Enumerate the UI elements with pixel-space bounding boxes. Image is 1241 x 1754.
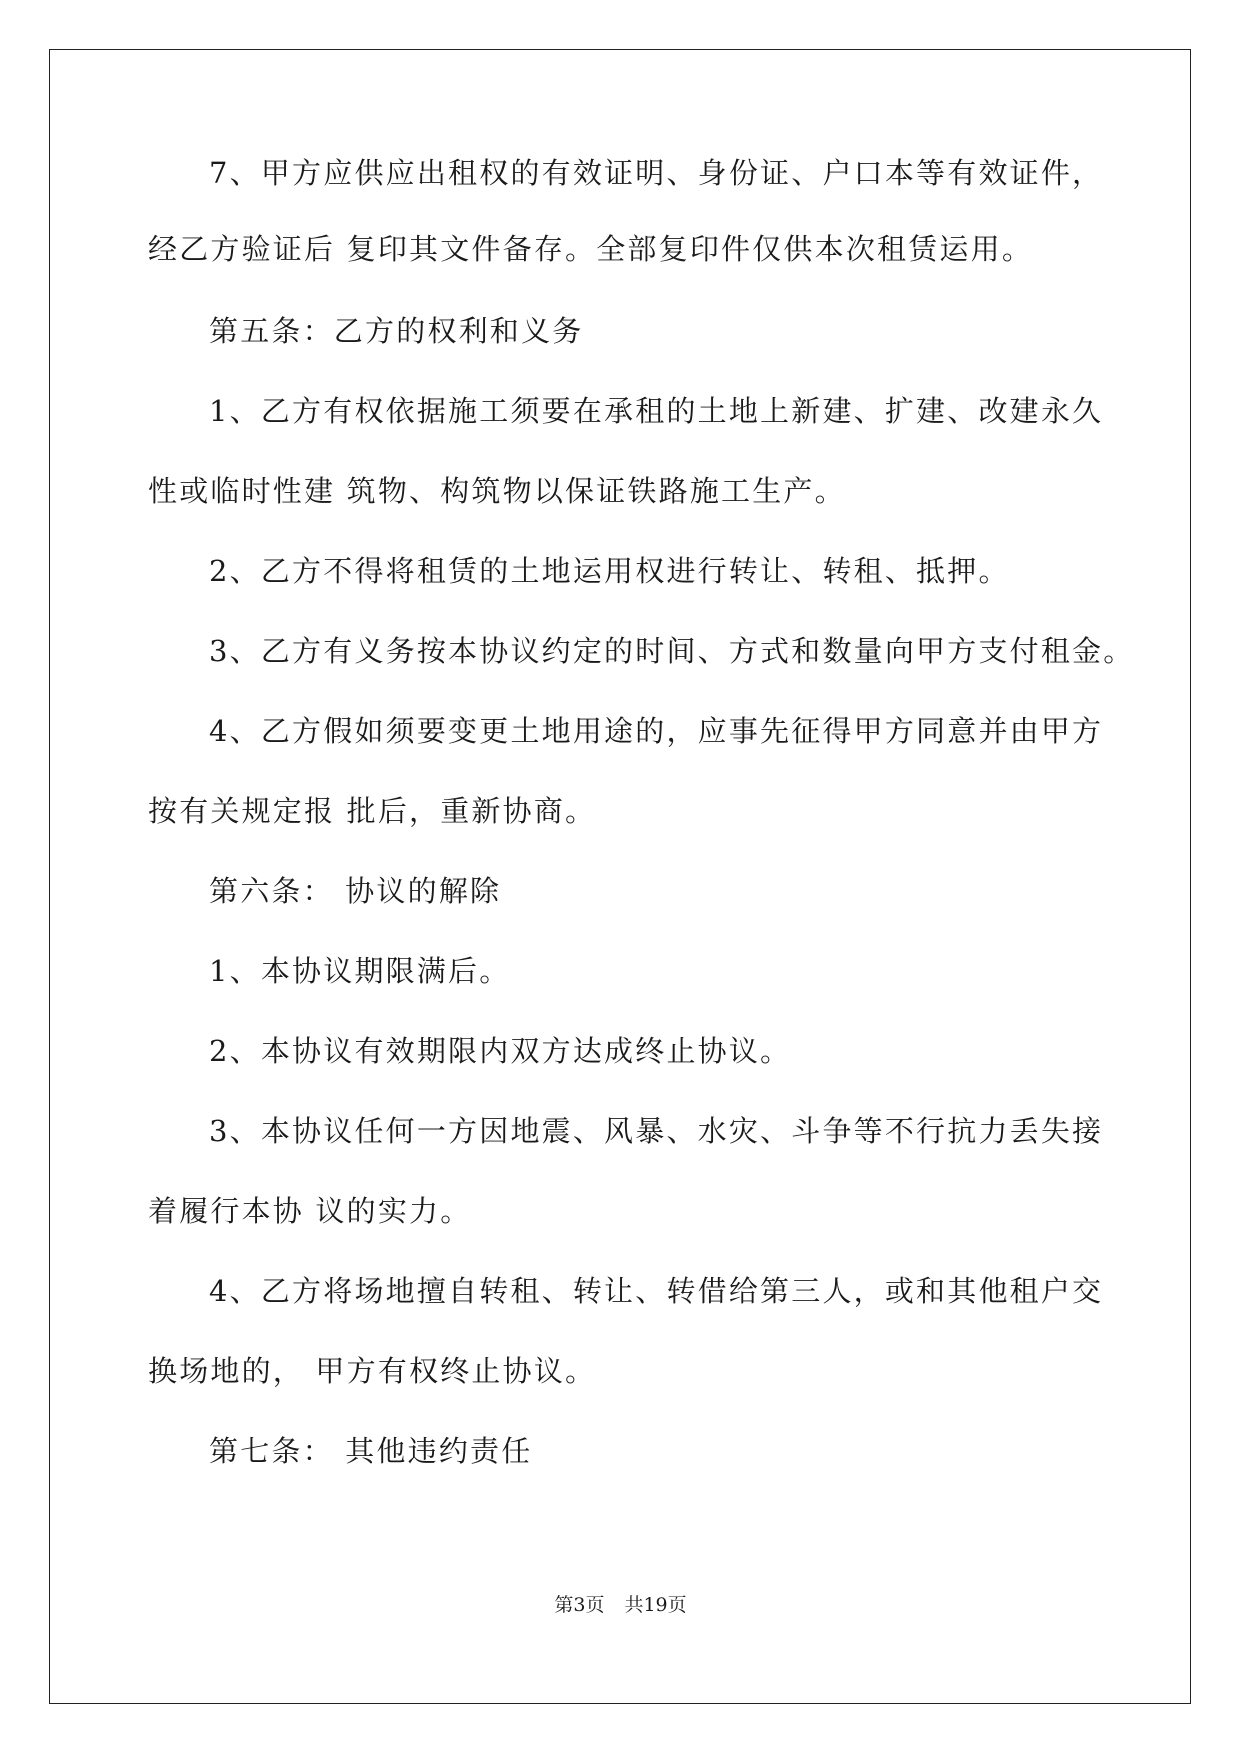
text-line-9: 按有关规定报 批后，重新协商。: [148, 794, 597, 828]
text-line-4: 1、乙方有权依据施工须要在承租的土地上新建、扩建、改建永久: [209, 394, 1104, 428]
text-line-12: 2、本协议有效期限内双方达成终止协议。: [209, 1034, 792, 1068]
page-number-current: 第3页: [554, 1594, 605, 1616]
text-line-7: 3、乙方有义务按本协议约定的时间、方式和数量向甲方支付租金。: [209, 634, 1135, 668]
text-line-16: 换场地的， 甲方有权终止协议。: [148, 1354, 597, 1388]
text-line-6: 2、乙方不得将租赁的土地运用权进行转让、转租、抵押。: [209, 554, 1010, 588]
text-line-11: 1、本协议期限满后。: [209, 954, 511, 988]
text-line-8: 4、乙方假如须要变更土地用途的，应事先征得甲方同意并由甲方: [209, 714, 1104, 748]
section-heading-6: 第六条： 协议的解除: [209, 874, 502, 908]
text-line-15: 4、乙方将场地擅自转租、转让、转借给第三人，或和其他租户交: [209, 1274, 1104, 1308]
text-line-1: 7、甲方应供应出租权的有效证明、身份证、户口本等有效证件，: [209, 156, 1104, 190]
text-line-14: 着履行本协 议的实力。: [148, 1194, 472, 1228]
section-heading-7: 第七条： 其他违约责任: [209, 1434, 533, 1468]
section-heading-5: 第五条：乙方的权利和义务: [209, 314, 584, 348]
page-number-total: 共19页: [624, 1594, 687, 1616]
page-footer: [0, 1593, 1241, 1617]
text-line-5: 性或临时性建 筑物、构筑物以保证铁路施工生产。: [148, 474, 846, 508]
text-line-2: 经乙方验证后 复印其文件备存。全部复印件仅供本次租赁运用。: [148, 232, 1034, 266]
text-line-13: 3、本协议任何一方因地震、风暴、水灾、斗争等不行抗力丢失接: [209, 1114, 1104, 1148]
